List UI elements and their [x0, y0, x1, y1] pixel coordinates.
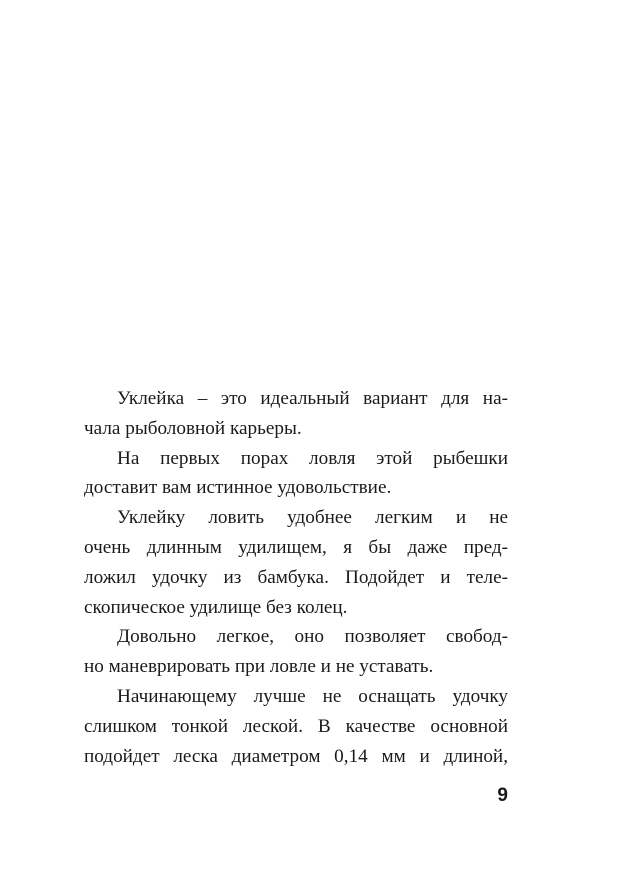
text-line: очень длинным удилищем, я бы даже пред- [84, 536, 508, 558]
text-line: Уклейку ловить удобнее легким и не [117, 507, 508, 529]
text-line: Уклейка – это идеальный вариант для на- [117, 388, 508, 409]
text-line: скопическое удилище без колец. [84, 596, 348, 618]
text-line: На первых порах ловля этой рыбешки [117, 447, 508, 469]
body-text [84, 384, 508, 771]
text-line: доставит вам истинное удовольствие. [84, 477, 392, 499]
text-line: подойдет леска диаметром 0,14 мм и длиной, [84, 745, 508, 767]
text-line: но маневрировать при ловле и не уставать. [84, 656, 434, 678]
text-line: Довольно легкое, оно позволяет свобод- [117, 626, 508, 648]
text-line: слишком тонкой леской. В качестве основной [84, 715, 508, 737]
page-number: 9 [497, 785, 508, 806]
text-line: Начинающему лучше не оснащать удочку [117, 685, 508, 707]
text-line: ложил удочку из бамбука. Подойдет и теле- [84, 566, 508, 588]
text-line: чала рыболовной карьеры. [84, 417, 302, 439]
